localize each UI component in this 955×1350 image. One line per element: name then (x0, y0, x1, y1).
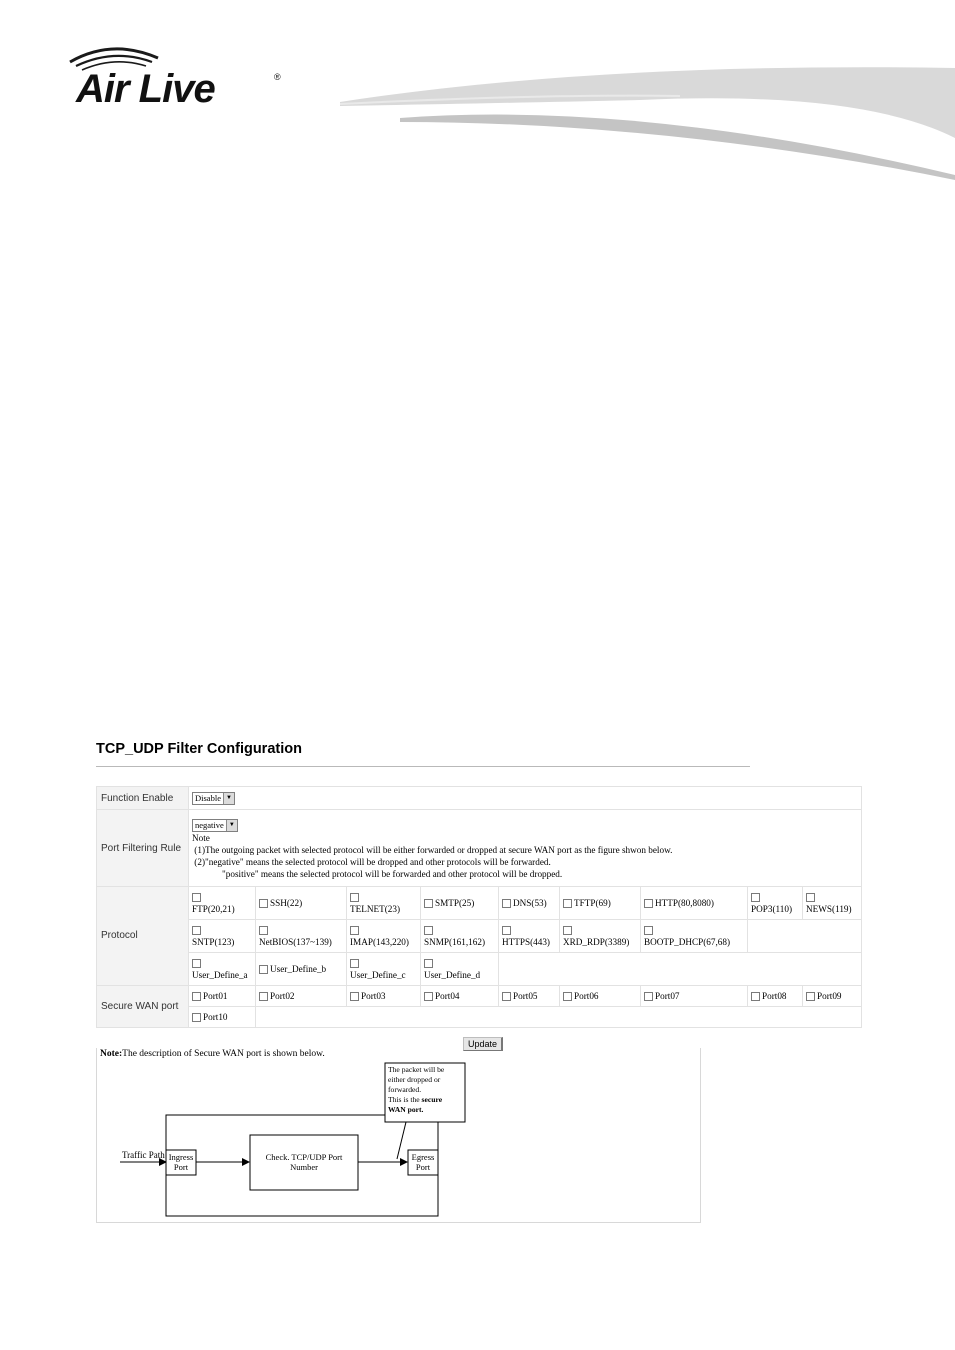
protocol-ssh-label: SSH(22) (270, 898, 303, 908)
callout-line-3: forwarded. (388, 1085, 422, 1094)
checkbox[interactable] (644, 926, 653, 935)
checkbox[interactable] (644, 899, 653, 908)
protocol-user-define-a-label: User_Define_a (192, 970, 248, 980)
port-08-label: Port08 (762, 991, 787, 1001)
check-label-1: Check. TCP/UDP Port (265, 1152, 343, 1162)
note-line-3: "positive" means the selected protocol will be forwarded and other protocol will be dropped. (222, 868, 563, 879)
port-filtering-select[interactable] (192, 819, 238, 832)
filter-config-table (96, 786, 862, 1028)
checkbox[interactable] (751, 992, 760, 1001)
traffic-path-label: Traffic Path (122, 1150, 165, 1160)
checkbox[interactable] (259, 965, 268, 974)
protocol-user-define-c[interactable] (347, 953, 421, 986)
protocol-http-label: HTTP(80,8080) (655, 898, 714, 908)
protocol-telnet-label: TELNET(23) (350, 904, 401, 914)
checkbox[interactable] (192, 959, 201, 968)
port-01[interactable] (189, 986, 256, 1007)
protocol-label: Protocol (97, 887, 189, 986)
checkbox[interactable] (502, 899, 511, 908)
checkbox[interactable] (806, 992, 815, 1001)
protocol-user-define-b[interactable] (256, 953, 347, 986)
update-button[interactable]: Update (463, 1037, 503, 1051)
checkbox[interactable] (424, 992, 433, 1001)
callout-line-5: WAN port. (388, 1105, 424, 1114)
port-filtering-value: negative (195, 819, 224, 830)
checkbox[interactable] (563, 926, 572, 935)
checkbox[interactable] (259, 899, 268, 908)
checkbox[interactable] (644, 992, 653, 1001)
protocol-user-define-d-label: User_Define_d (424, 970, 481, 980)
protocol-ftp[interactable] (189, 887, 256, 920)
port-09-label: Port09 (817, 991, 842, 1001)
protocol-smtp-label: SMTP(25) (435, 898, 475, 908)
checkbox[interactable] (192, 992, 201, 1001)
checkbox[interactable] (563, 899, 572, 908)
checkbox[interactable] (192, 893, 201, 902)
port-04[interactable] (421, 986, 499, 1007)
tcp-udp-filter-panel (96, 738, 864, 1224)
callout-pointer (397, 1122, 406, 1159)
checkbox[interactable] (259, 926, 268, 935)
egress-label-1: Egress (411, 1152, 435, 1162)
protocol-user-define-d[interactable] (421, 953, 499, 986)
callout-line-1: The packet will be (388, 1065, 445, 1074)
protocol-pop3-label: POP3(110) (751, 904, 793, 914)
egress-label-2: Port (415, 1162, 431, 1172)
checkbox[interactable] (424, 959, 433, 968)
title-divider (96, 766, 750, 767)
protocol-tftp-label: TFTP(69) (574, 898, 611, 908)
protocol-ssh[interactable] (256, 887, 347, 920)
protocol-news-label: NEWS(119) (806, 904, 852, 914)
protocol-tftp[interactable] (560, 887, 641, 920)
protocol-netbios-label: NetBIOS(137~139) (259, 937, 332, 947)
secure-wan-diagram (96, 1048, 699, 1224)
protocol-user-define-c-label: User_Define_c (350, 970, 406, 980)
protocol-smtp[interactable] (421, 887, 499, 920)
protocol-sntp-label: SNTP(123) (192, 937, 235, 947)
checkbox[interactable] (502, 926, 511, 935)
protocol-dns[interactable] (499, 887, 560, 920)
protocol-imap[interactable] (347, 920, 421, 953)
checkbox[interactable] (350, 992, 359, 1001)
protocol-imap-label: IMAP(143,220) (350, 937, 409, 947)
port-filtering-label: Port Filtering Rule (97, 810, 189, 887)
callout-line-2: either dropped or (388, 1075, 441, 1084)
check-label-2: Number (290, 1162, 318, 1172)
protocol-bootp-dhcp[interactable] (641, 920, 748, 953)
port-07[interactable] (641, 986, 748, 1007)
note-line-1: (1)The outgoing packet with selected protocol will be either forwarded or dropped at secure WAN port as the figure shwon below. (194, 844, 673, 855)
airlive-logo (62, 40, 292, 112)
port-03[interactable] (347, 986, 421, 1007)
protocol-pop3[interactable] (748, 887, 803, 920)
logo-text: Air Live (76, 67, 215, 111)
checkbox[interactable] (350, 959, 359, 968)
port-07-label: Port07 (655, 991, 680, 1001)
note-title: Note (192, 832, 210, 843)
protocol-user-define-b-label: User_Define_b (270, 964, 327, 974)
empty-cell (499, 953, 862, 986)
checkbox[interactable] (192, 1013, 201, 1022)
header-swoosh (340, 60, 955, 180)
port-05[interactable] (499, 986, 560, 1007)
dropdown-arrow-icon: ▼ (226, 820, 237, 831)
dropdown-arrow-icon: ▼ (223, 793, 234, 804)
function-enable-value: Disable (195, 792, 221, 803)
protocol-xrd-rdp[interactable] (560, 920, 641, 953)
port-01-label: Port01 (203, 991, 228, 1001)
empty-cell (256, 1007, 862, 1028)
checkbox[interactable] (424, 899, 433, 908)
checkbox[interactable] (350, 926, 359, 935)
protocol-telnet[interactable] (347, 887, 421, 920)
port-10-label: Port10 (203, 1012, 228, 1022)
page-title: TCP_UDP Filter Configuration (96, 741, 302, 757)
ingress-label-1: Ingress (168, 1152, 194, 1162)
protocol-dns-label: DNS(53) (513, 898, 547, 908)
protocol-xrd-rdp-label: XRD_RDP(3389) (563, 937, 630, 947)
protocol-sntp[interactable] (189, 920, 256, 953)
protocol-https-label: HTTPS(443) (502, 937, 550, 947)
checkbox[interactable] (751, 893, 760, 902)
port-09[interactable] (803, 986, 862, 1007)
empty-cell (748, 920, 862, 953)
port-05-label: Port05 (513, 991, 538, 1001)
checkbox[interactable] (502, 992, 511, 1001)
protocol-news[interactable] (803, 887, 862, 920)
checkbox[interactable] (350, 893, 359, 902)
protocol-ftp-label: FTP(20,21) (192, 904, 235, 914)
checkbox[interactable] (563, 992, 572, 1001)
port-02[interactable] (256, 986, 347, 1007)
ingress-label-2: Port (173, 1162, 189, 1172)
port-03-label: Port03 (361, 991, 386, 1001)
checkbox[interactable] (192, 926, 201, 935)
port-02-label: Port02 (270, 991, 295, 1001)
note-bold: Note: (100, 1049, 123, 1059)
callout-line-4: This is the secure (388, 1095, 443, 1104)
function-enable-select[interactable] (192, 792, 235, 805)
checkbox[interactable] (806, 893, 815, 902)
secure-wan-label: Secure WAN port (97, 986, 189, 1028)
function-enable-label: Function Enable (97, 787, 189, 810)
port-04-label: Port04 (435, 991, 460, 1001)
port-10[interactable] (189, 1007, 256, 1028)
note-text: The description of Secure WAN port is shown below. (122, 1049, 325, 1059)
protocol-snmp[interactable] (421, 920, 499, 953)
protocol-https[interactable] (499, 920, 560, 953)
port-06-label: Port06 (574, 991, 599, 1001)
protocol-netbios[interactable] (256, 920, 347, 953)
checkbox[interactable] (424, 926, 433, 935)
checkbox[interactable] (259, 992, 268, 1001)
port-08[interactable] (748, 986, 803, 1007)
protocol-user-define-a[interactable] (189, 953, 256, 986)
registered-mark: ® (274, 72, 281, 82)
protocol-bootp-dhcp-label: BOOTP_DHCP(67,68) (644, 937, 731, 947)
protocol-http[interactable] (641, 887, 748, 920)
protocol-snmp-label: SNMP(161,162) (424, 937, 486, 947)
port-06[interactable] (560, 986, 641, 1007)
note-line-2: (2)"negative" means the selected protocol will be dropped and other protocols will be forwarded. (194, 856, 551, 867)
